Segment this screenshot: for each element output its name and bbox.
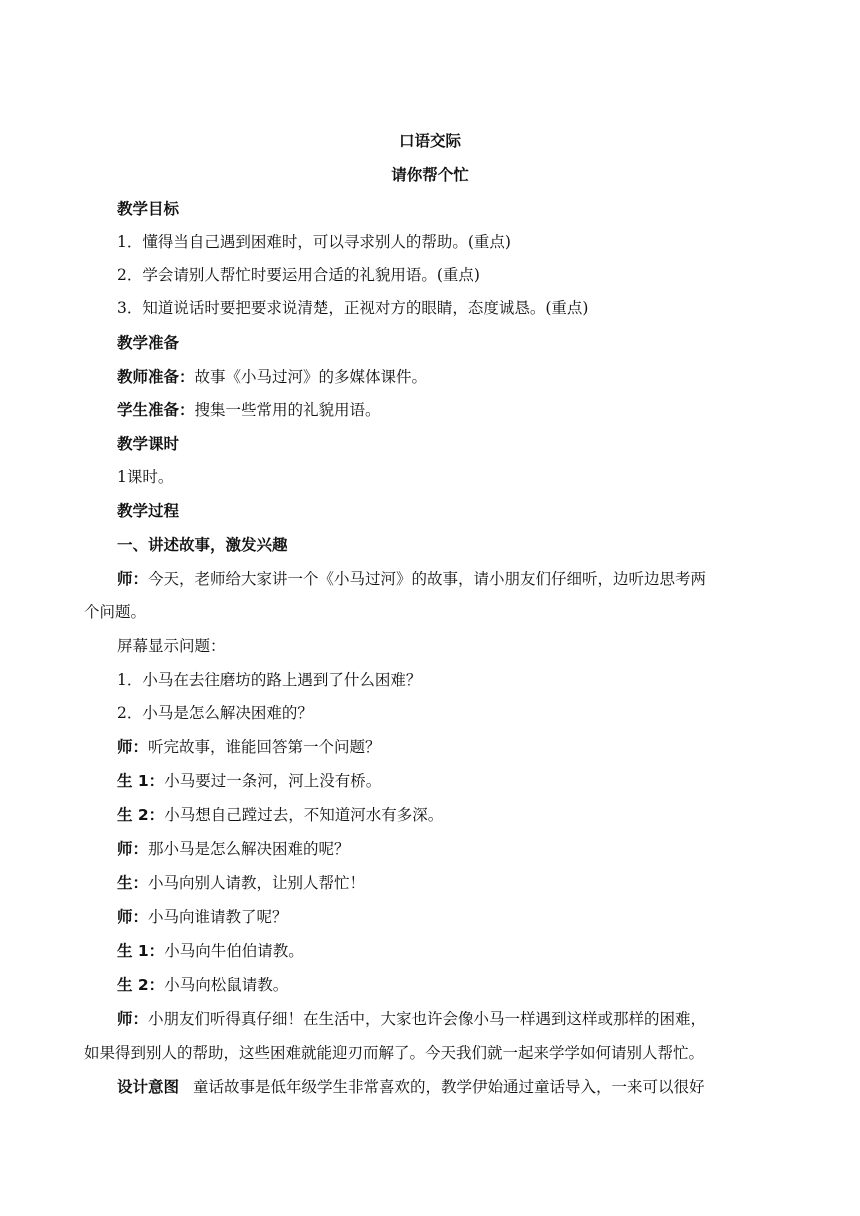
heading-teaching-prep: 教学准备 [117, 334, 180, 352]
dialogue-line [117, 907, 817, 927]
dialogue-text: 小马向别人请教，让别人帮忙！ [148, 874, 366, 892]
dialogue-teacher-1 [117, 569, 817, 589]
speaker-label: 师： [117, 840, 149, 858]
document-title: 口语交际 [398, 132, 461, 150]
speaker-label: 生 2： [117, 806, 165, 824]
design-intent-label: 设计意图 [117, 1078, 180, 1096]
dialogue-text: 那小马是怎么解决困难的呢？ [148, 840, 350, 858]
student-prep-text: 搜集一些常用的礼貌用语。 [194, 401, 381, 419]
heading-teaching-goals: 教学目标 [117, 200, 180, 218]
dialogue-line [117, 839, 817, 859]
speaker-label: 生 1： [117, 942, 165, 960]
speaker-label: 生 2： [117, 976, 165, 994]
question-1: 1．小马在去往磨坊的路上遇到了什么困难？ [117, 671, 422, 689]
dialogue-text: 小马想自己蹚过去，不知道河水有多深。 [164, 806, 444, 824]
dialogue-line [117, 1009, 817, 1029]
dialogue-text: 小马要过一条河，河上没有桥。 [164, 772, 382, 790]
goal-item-2: 2．学会请别人帮忙时要运用合适的礼貌用语。(重点) [117, 266, 480, 284]
dialogue-text: 小马向谁请教了呢？ [148, 908, 288, 926]
speaker-label: 师： [117, 570, 149, 588]
question-2: 2．小马是怎么解决困难的？ [117, 704, 313, 722]
dialogue-teacher-1-continued: 个问题。 [84, 603, 147, 621]
teacher-prep [117, 367, 817, 387]
goal-item-1: 1．懂得当自己遇到困难时，可以寻求别人的帮助。(重点) [117, 233, 511, 251]
dialogue-line [117, 805, 817, 825]
teacher-prep-label: 教师准备： [117, 368, 195, 386]
dialogue-text: 今天，老师给大家讲一个《小马过河》的故事，请小朋友们仔细听，边听边思考两 [148, 570, 707, 588]
student-prep [117, 400, 817, 420]
student-prep-label: 学生准备： [117, 401, 195, 419]
speaker-label: 生： [117, 874, 149, 892]
dialogue-text: 小马向松鼠请教。 [164, 976, 289, 994]
dialogue-text: 听完故事，谁能回答第一个问题？ [148, 738, 381, 756]
heading-teaching-hours: 教学课时 [117, 435, 180, 453]
dialogue-line [117, 873, 817, 893]
speaker-label: 师： [117, 1010, 149, 1028]
dialogue-text: 小朋友们听得真仔细！在生活中，大家也许会像小马一样遇到这样或那样的困难， [148, 1010, 707, 1028]
dialogue-line [117, 975, 817, 995]
dialogue-continued: 如果得到别人的帮助，这些困难就能迎刃而解了。今天我们就一起来学学如何请别人帮忙。 [84, 1044, 705, 1062]
step1-heading: 一、讲述故事，激发兴趣 [117, 536, 288, 554]
document-subtitle: 请你帮个忙 [391, 166, 469, 184]
goal-item-3: 3．知道说话时要把要求说清楚，正视对方的眼睛，态度诚恳。(重点) [117, 299, 589, 317]
speaker-label: 师： [117, 738, 149, 756]
speaker-label: 生 1： [117, 772, 165, 790]
design-intent-text: 童话故事是低年级学生非常喜欢的，教学伊始通过童话导入，一来可以很好 [193, 1078, 705, 1096]
teacher-prep-text: 故事《小马过河》的多媒体课件。 [194, 368, 428, 386]
speaker-label: 师： [117, 908, 149, 926]
design-intent [117, 1077, 817, 1097]
dialogue-text: 小马向牛伯伯请教。 [164, 942, 304, 960]
dialogue-line [117, 941, 817, 961]
dialogue-line [117, 737, 817, 757]
dialogue-line [117, 771, 817, 791]
heading-teaching-process: 教学过程 [117, 502, 180, 520]
screen-display-text: 屏幕显示问题： [117, 637, 226, 655]
teaching-hours-text: 1课时。 [117, 468, 174, 486]
